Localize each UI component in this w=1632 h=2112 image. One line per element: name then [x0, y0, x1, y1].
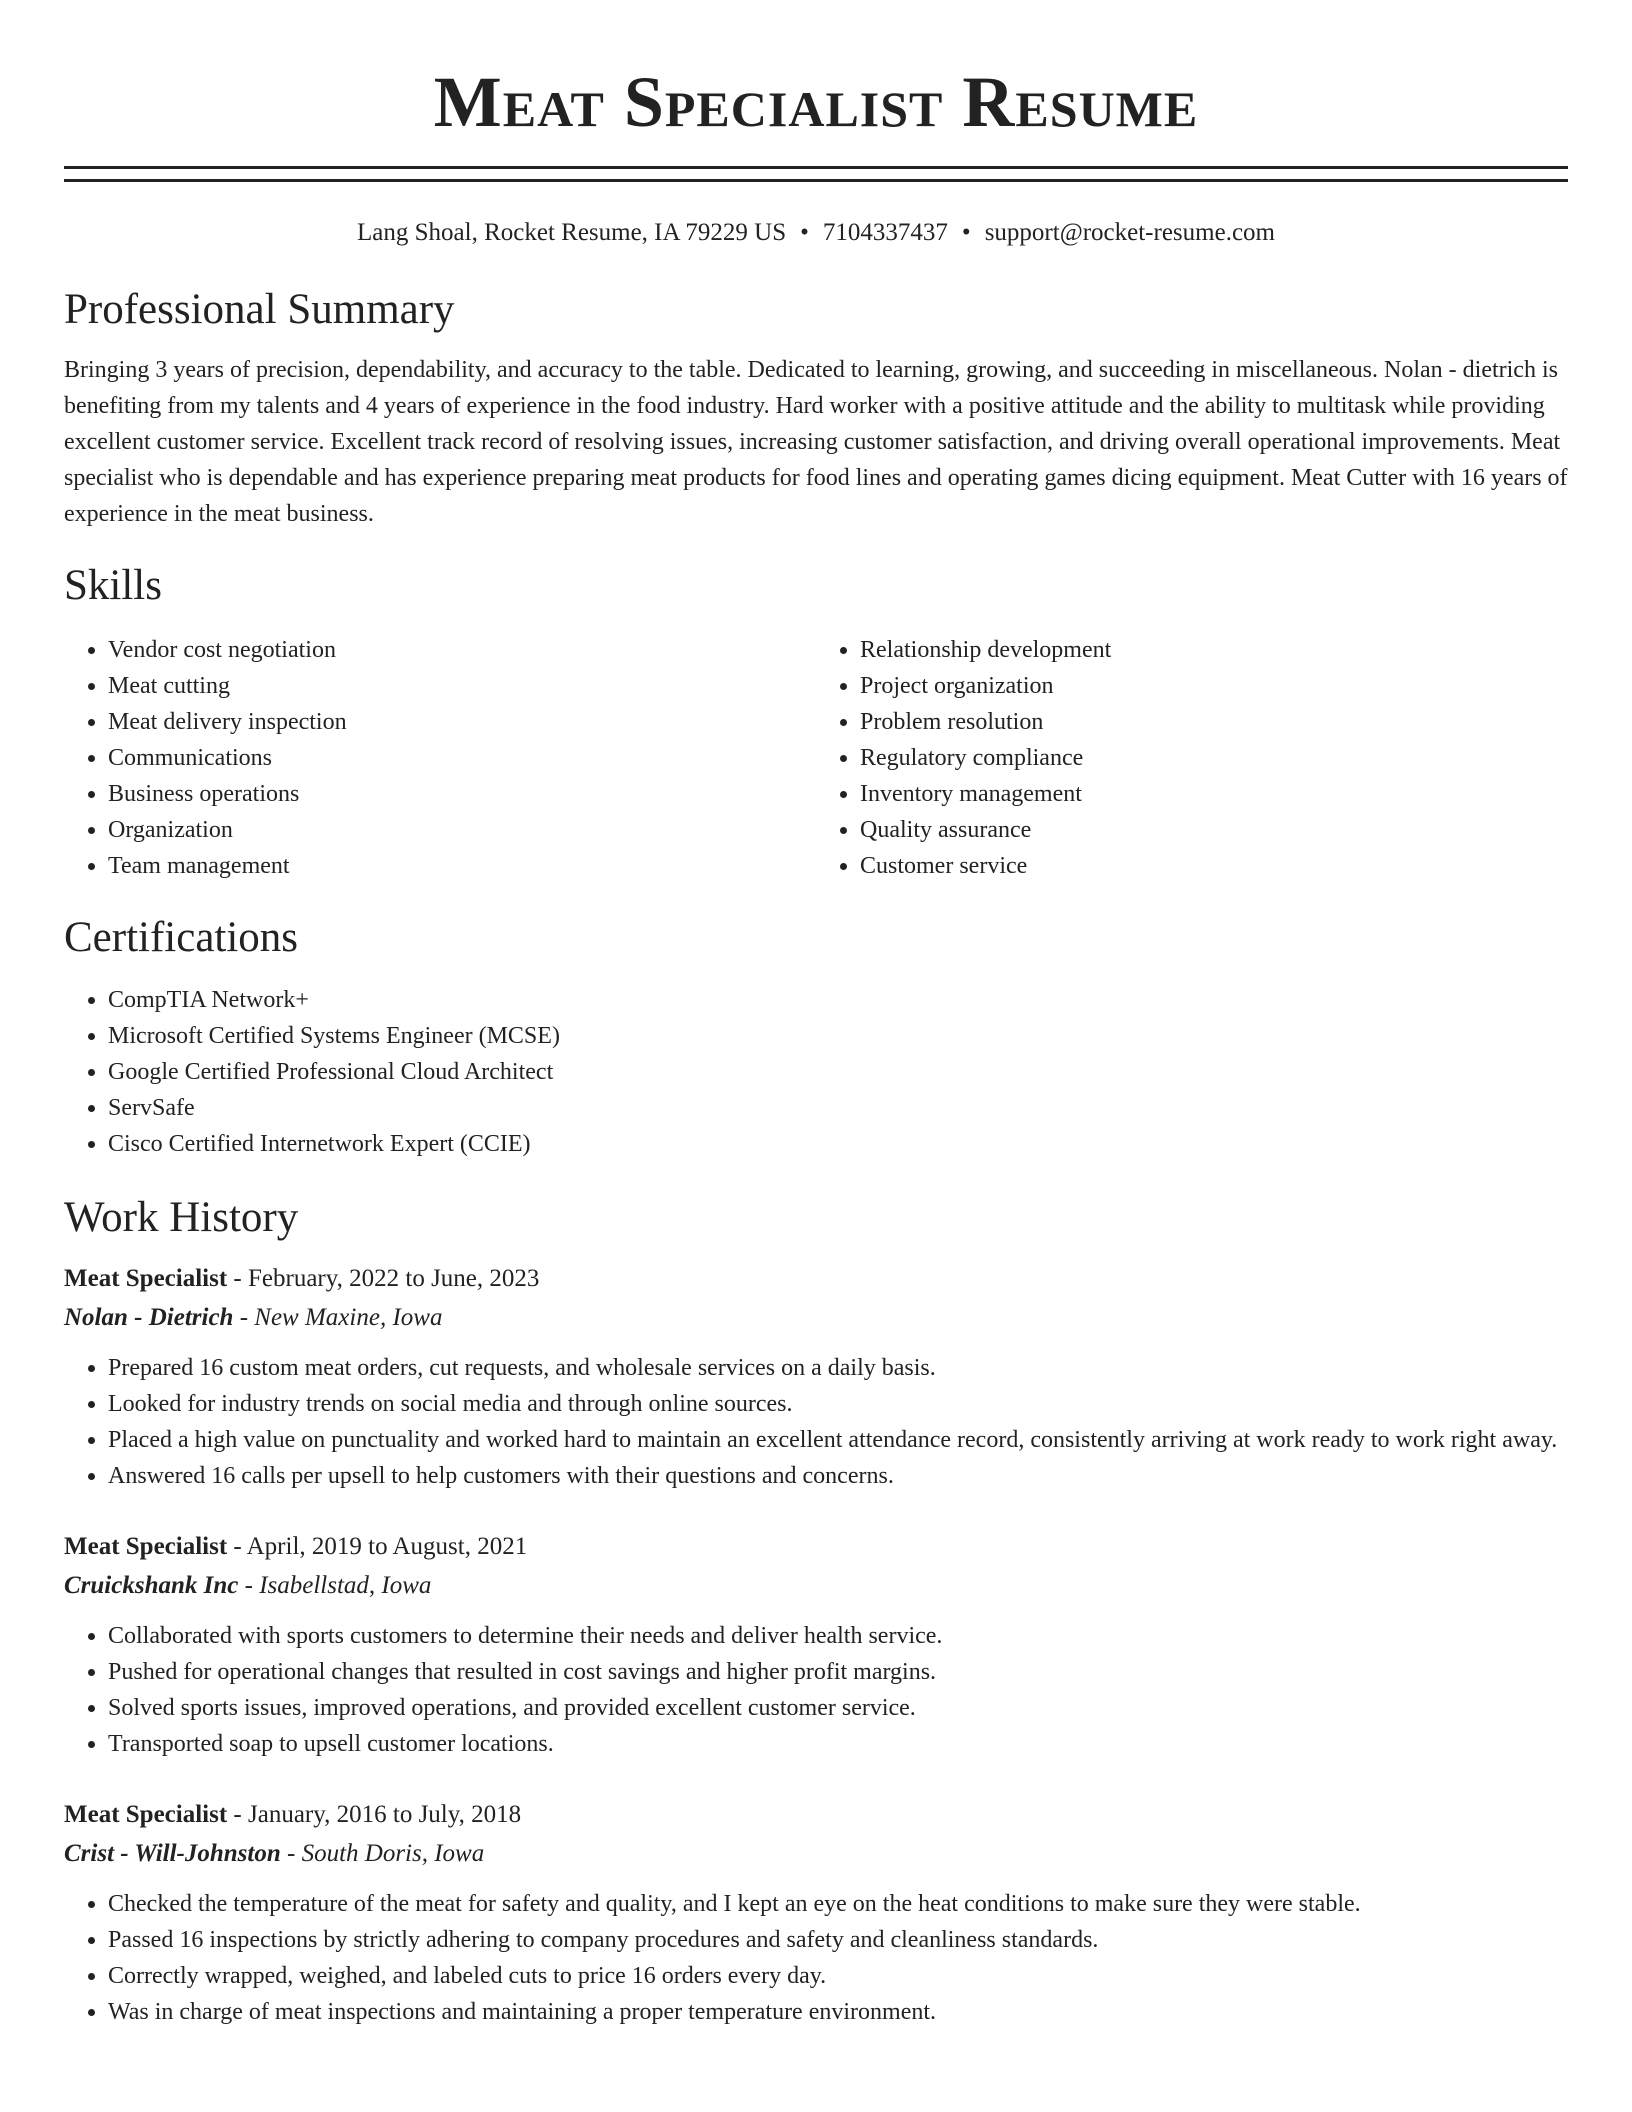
work-history-heading: Work History	[64, 1194, 299, 1241]
job-company-line: Cruickshank Inc - Isabellstad, Iowa	[64, 1572, 432, 1599]
job-location: Isabellstad, Iowa	[259, 1572, 432, 1599]
summary-text: Bringing 3 years of precision, dependability, and accuracy to the table. Dedicated to learning, growing, and succeeding in miscellaneous. Nolan - dietrich is benefiting from my talents and 4 years of experience in the food industry. Hard worker with a positive attitude and the ability to multitask while providing excellent customer service. Excellent track record of resolving issues, increasing customer satisfaction, and driving overall operational improvements. Meat specialist who is dependable and has experience preparing meat products for food lines and operating games dicing equipment. Meat Cutter with 16 years of experience in the meat business.	[64, 357, 1568, 527]
skill-item: • Project organization	[860, 668, 1568, 704]
job-company: Nolan - Dietrich	[64, 1304, 234, 1331]
job-title-line: Meat Specialist - February, 2022 to June, 2023	[64, 1265, 540, 1292]
certification-item: • CompTIA Network+	[108, 982, 1568, 1018]
job-entry	[64, 1796, 1568, 2030]
skill-item: • Customer service	[860, 848, 1568, 884]
skill-item: • Regulatory compliance	[860, 740, 1568, 776]
job-bullet: • Was in charge of meat inspections and maintaining a proper temperature environment.	[108, 1994, 1568, 2030]
job-dates: February, 2022 to June, 2023	[248, 1265, 540, 1292]
job-entry	[64, 1528, 1568, 1762]
contact-email: support@rocket-resume.com	[984, 219, 1275, 246]
job-bullet: • Transported soap to upsell customer locations.	[108, 1726, 1568, 1762]
job-bullet: • Correctly wrapped, weighed, and labeled cuts to price 16 orders every day.	[108, 1958, 1568, 1994]
certification-item: • Microsoft Certified Systems Engineer (MCSE)	[108, 1018, 1568, 1054]
job-bullets	[64, 1350, 1568, 1494]
job-bullet: • Collaborated with sports customers to determine their needs and deliver health service.	[108, 1618, 1568, 1654]
skills-columns	[64, 632, 1568, 884]
job-title: Meat Specialist	[64, 1265, 228, 1292]
job-bullets	[64, 1886, 1568, 2030]
contact-address: Lang Shoal, Rocket Resume, IA 79229 US	[357, 219, 787, 246]
certification-item: • Cisco Certified Internetwork Expert (CCIE)	[108, 1126, 1568, 1162]
job-company-line: Nolan - Dietrich - New Maxine, Iowa	[64, 1304, 443, 1331]
job-bullet: • Passed 16 inspections by strictly adhering to company procedures and safety and cleanliness standards.	[108, 1922, 1568, 1958]
job-dates: January, 2016 to July, 2018	[248, 1801, 522, 1828]
skill-item: • Problem resolution	[860, 704, 1568, 740]
job-bullet: • Pushed for operational changes that resulted in cost savings and higher profit margins.	[108, 1654, 1568, 1690]
skill-item: • Team management	[108, 848, 816, 884]
job-dates: April, 2019 to August, 2021	[246, 1533, 528, 1560]
certification-item: • Google Certified Professional Cloud Architect	[108, 1054, 1568, 1090]
certifications-list	[64, 982, 1568, 1162]
skill-item: • Vendor cost negotiation	[108, 632, 816, 668]
job-bullet: • Solved sports issues, improved operations, and provided excellent customer service.	[108, 1690, 1568, 1726]
job-title: Meat Specialist	[64, 1533, 228, 1560]
skill-item: • Organization	[108, 812, 816, 848]
job-company: Crist - Will-Johnston	[64, 1840, 281, 1867]
contact-phone: 7104337437	[822, 219, 948, 246]
work-history-section	[64, 1192, 1568, 2030]
certification-item: • ServSafe	[108, 1090, 1568, 1126]
certifications-section	[64, 912, 1568, 1162]
skills-list-left	[64, 632, 816, 884]
skill-item: • Quality assurance	[860, 812, 1568, 848]
skill-item: • Relationship development	[860, 632, 1568, 668]
job-title: Meat Specialist	[64, 1801, 228, 1828]
job-bullet: • Checked the temperature of the meat for safety and quality, and I kept an eye on the heat conditions to make sure they were stable.	[108, 1886, 1568, 1922]
job-bullet: • Placed a high value on punctuality and worked hard to maintain an excellent attendance record, consistently arriving at work ready to work right away.	[108, 1422, 1568, 1458]
skills-list-right	[816, 632, 1568, 884]
contact-separator: •	[961, 219, 971, 246]
job-bullet: • Answered 16 calls per upsell to help customers with their questions and concerns.	[108, 1458, 1568, 1494]
skills-heading: Skills	[64, 562, 162, 609]
job-location: South Doris, Iowa	[301, 1840, 485, 1867]
resume-title: Meat Specialist Resume	[433, 62, 1199, 142]
summary-section	[64, 284, 1568, 532]
job-bullet: • Prepared 16 custom meat orders, cut requests, and wholesale services on a daily basis.	[108, 1350, 1568, 1386]
skill-item: • Business operations	[108, 776, 816, 812]
skills-section	[64, 560, 1568, 884]
job-title-line: Meat Specialist - January, 2016 to July, 2018	[64, 1801, 522, 1828]
job-company: Cruickshank Inc	[64, 1572, 239, 1599]
job-bullet: • Looked for industry trends on social media and through online sources.	[108, 1386, 1568, 1422]
summary-heading: Professional Summary	[64, 286, 455, 333]
job-title-line: Meat Specialist - April, 2019 to August, 2021	[64, 1533, 528, 1560]
title-double-rule	[64, 166, 1568, 182]
job-company-line: Crist - Will-Johnston - South Doris, Iowa	[64, 1840, 485, 1867]
job-location: New Maxine, Iowa	[254, 1304, 443, 1331]
skill-item: • Meat delivery inspection	[108, 704, 816, 740]
job-bullets	[64, 1618, 1568, 1762]
contact-separator: •	[800, 219, 809, 246]
job-entry	[64, 1260, 1568, 1494]
skill-item: • Inventory management	[860, 776, 1568, 812]
skill-item: • Communications	[108, 740, 816, 776]
contact-line	[64, 216, 1568, 250]
skill-item: • Meat cutting	[108, 668, 816, 704]
certifications-heading: Certifications	[64, 914, 299, 961]
